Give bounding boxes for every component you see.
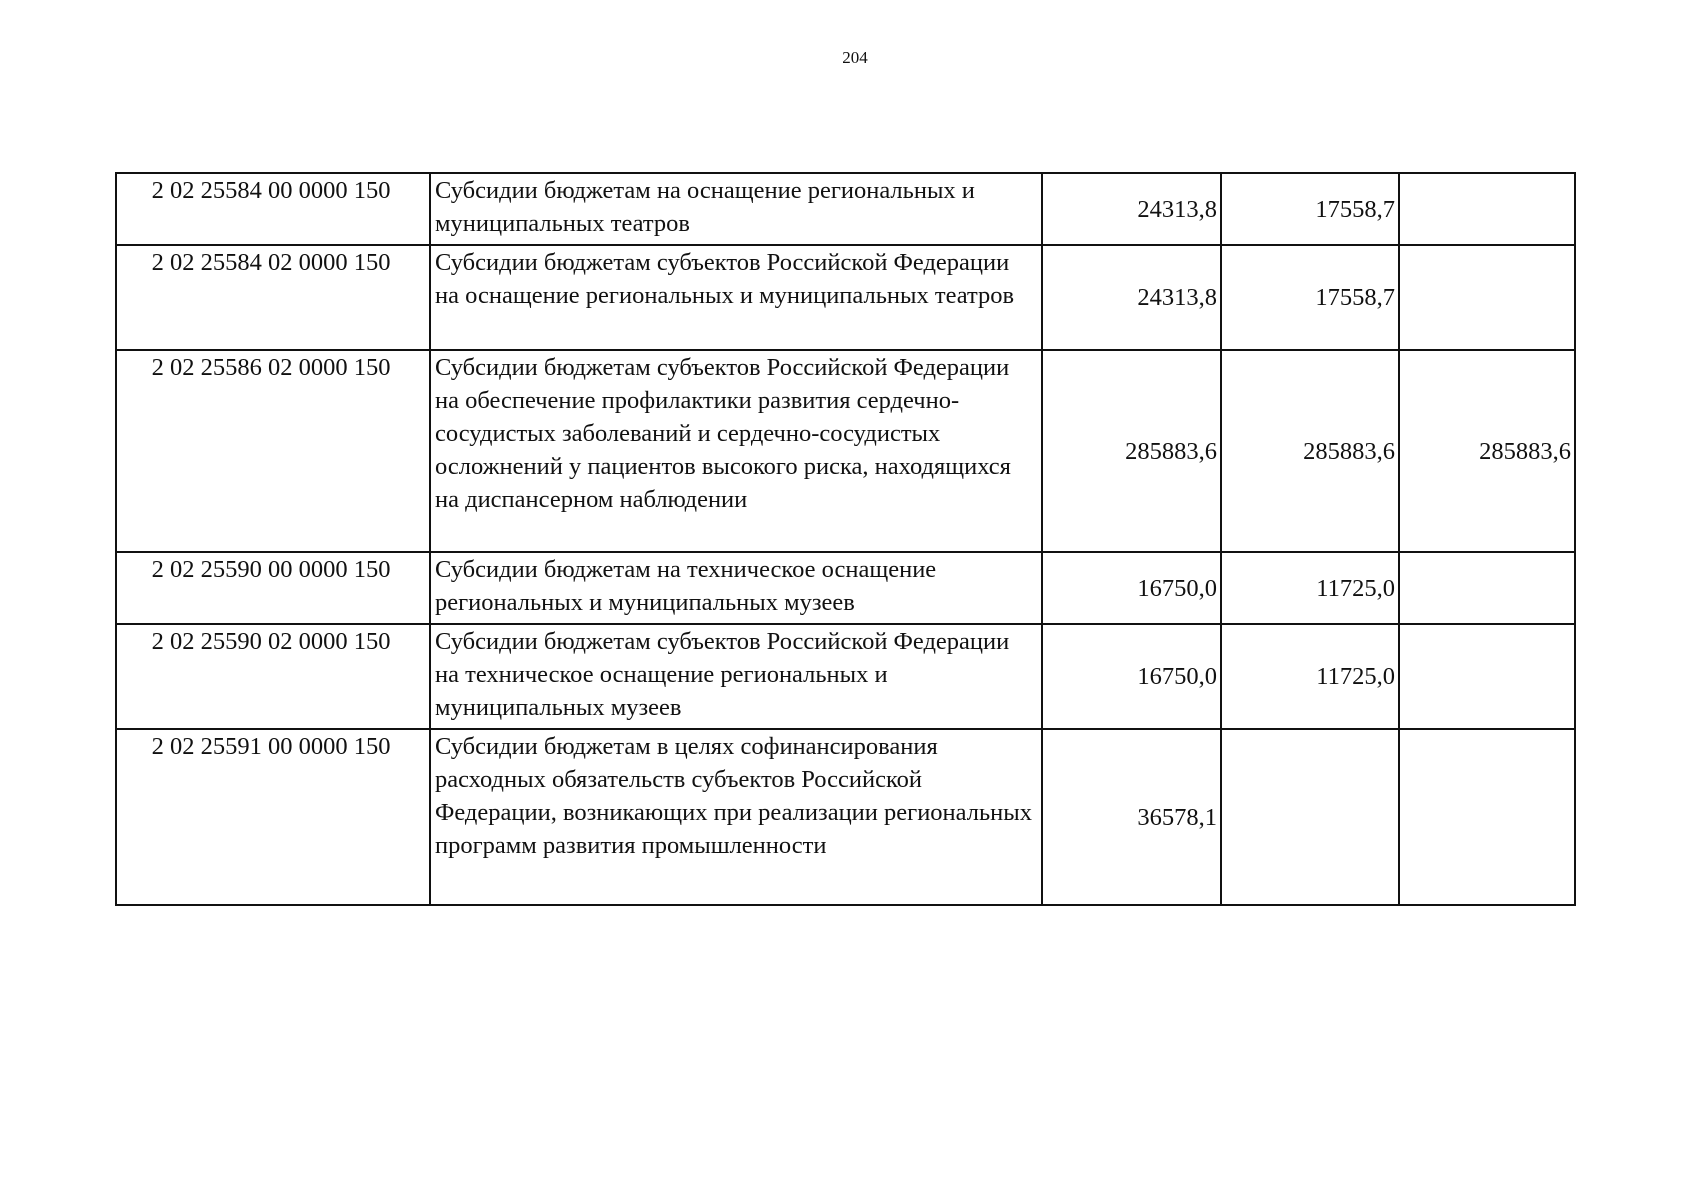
budget-code-cell: 2 02 25584 00 0000 150 [116, 173, 430, 245]
page-number: 204 [842, 48, 868, 67]
amount-cell-1: 24313,8 [1042, 173, 1221, 245]
description-cell: Субсидии бюджетам субъектов Российской Федерации на оснащение региональных и муниципальных театров [430, 245, 1042, 350]
budget-revenue-table [115, 172, 1576, 906]
amount-cell-2: 17558,7 [1221, 173, 1399, 245]
budget-code-cell: 2 02 25590 00 0000 150 [116, 552, 430, 624]
description-cell: Субсидии бюджетам в целях софинансирования расходных обязательств субъектов Российской Федерации, возникающих при реализации региональных программ развития промышленности [430, 729, 1042, 905]
budget-code-cell: 2 02 25590 02 0000 150 [116, 624, 430, 729]
table-row [116, 245, 1575, 350]
amount-cell-1: 285883,6 [1042, 350, 1221, 552]
amount-cell-2 [1221, 729, 1399, 905]
table-row [116, 350, 1575, 552]
budget-code-cell: 2 02 25584 02 0000 150 [116, 245, 430, 350]
table-row [116, 173, 1575, 245]
budget-code-cell: 2 02 25586 02 0000 150 [116, 350, 430, 552]
table-row [116, 552, 1575, 624]
amount-cell-2: 11725,0 [1221, 624, 1399, 729]
amount-cell-2: 285883,6 [1221, 350, 1399, 552]
amount-cell-3 [1399, 245, 1575, 350]
amount-cell-2: 17558,7 [1221, 245, 1399, 350]
description-cell: Субсидии бюджетам на техническое оснащение региональных и муниципальных музеев [430, 552, 1042, 624]
amount-cell-3 [1399, 624, 1575, 729]
table-row [116, 624, 1575, 729]
table-row [116, 729, 1575, 905]
amount-cell-3: 285883,6 [1399, 350, 1575, 552]
description-cell: Субсидии бюджетам субъектов Российской Федерации на техническое оснащение региональных и муниципальных музеев [430, 624, 1042, 729]
budget-code-cell: 2 02 25591 00 0000 150 [116, 729, 430, 905]
amount-cell-3 [1399, 552, 1575, 624]
amount-cell-1: 16750,0 [1042, 552, 1221, 624]
amount-cell-1: 16750,0 [1042, 624, 1221, 729]
amount-cell-1: 36578,1 [1042, 729, 1221, 905]
description-cell: Субсидии бюджетам на оснащение региональных и муниципальных театров [430, 173, 1042, 245]
description-cell: Субсидии бюджетам субъектов Российской Федерации на обеспечение профилактики развития сердечно-сосудистых заболеваний и сердечно-сосудистых осложнений у пациентов высокого риска, находящихся на диспансерном наблюдении [430, 350, 1042, 552]
amount-cell-3 [1399, 173, 1575, 245]
amount-cell-3 [1399, 729, 1575, 905]
amount-cell-2: 11725,0 [1221, 552, 1399, 624]
amount-cell-1: 24313,8 [1042, 245, 1221, 350]
